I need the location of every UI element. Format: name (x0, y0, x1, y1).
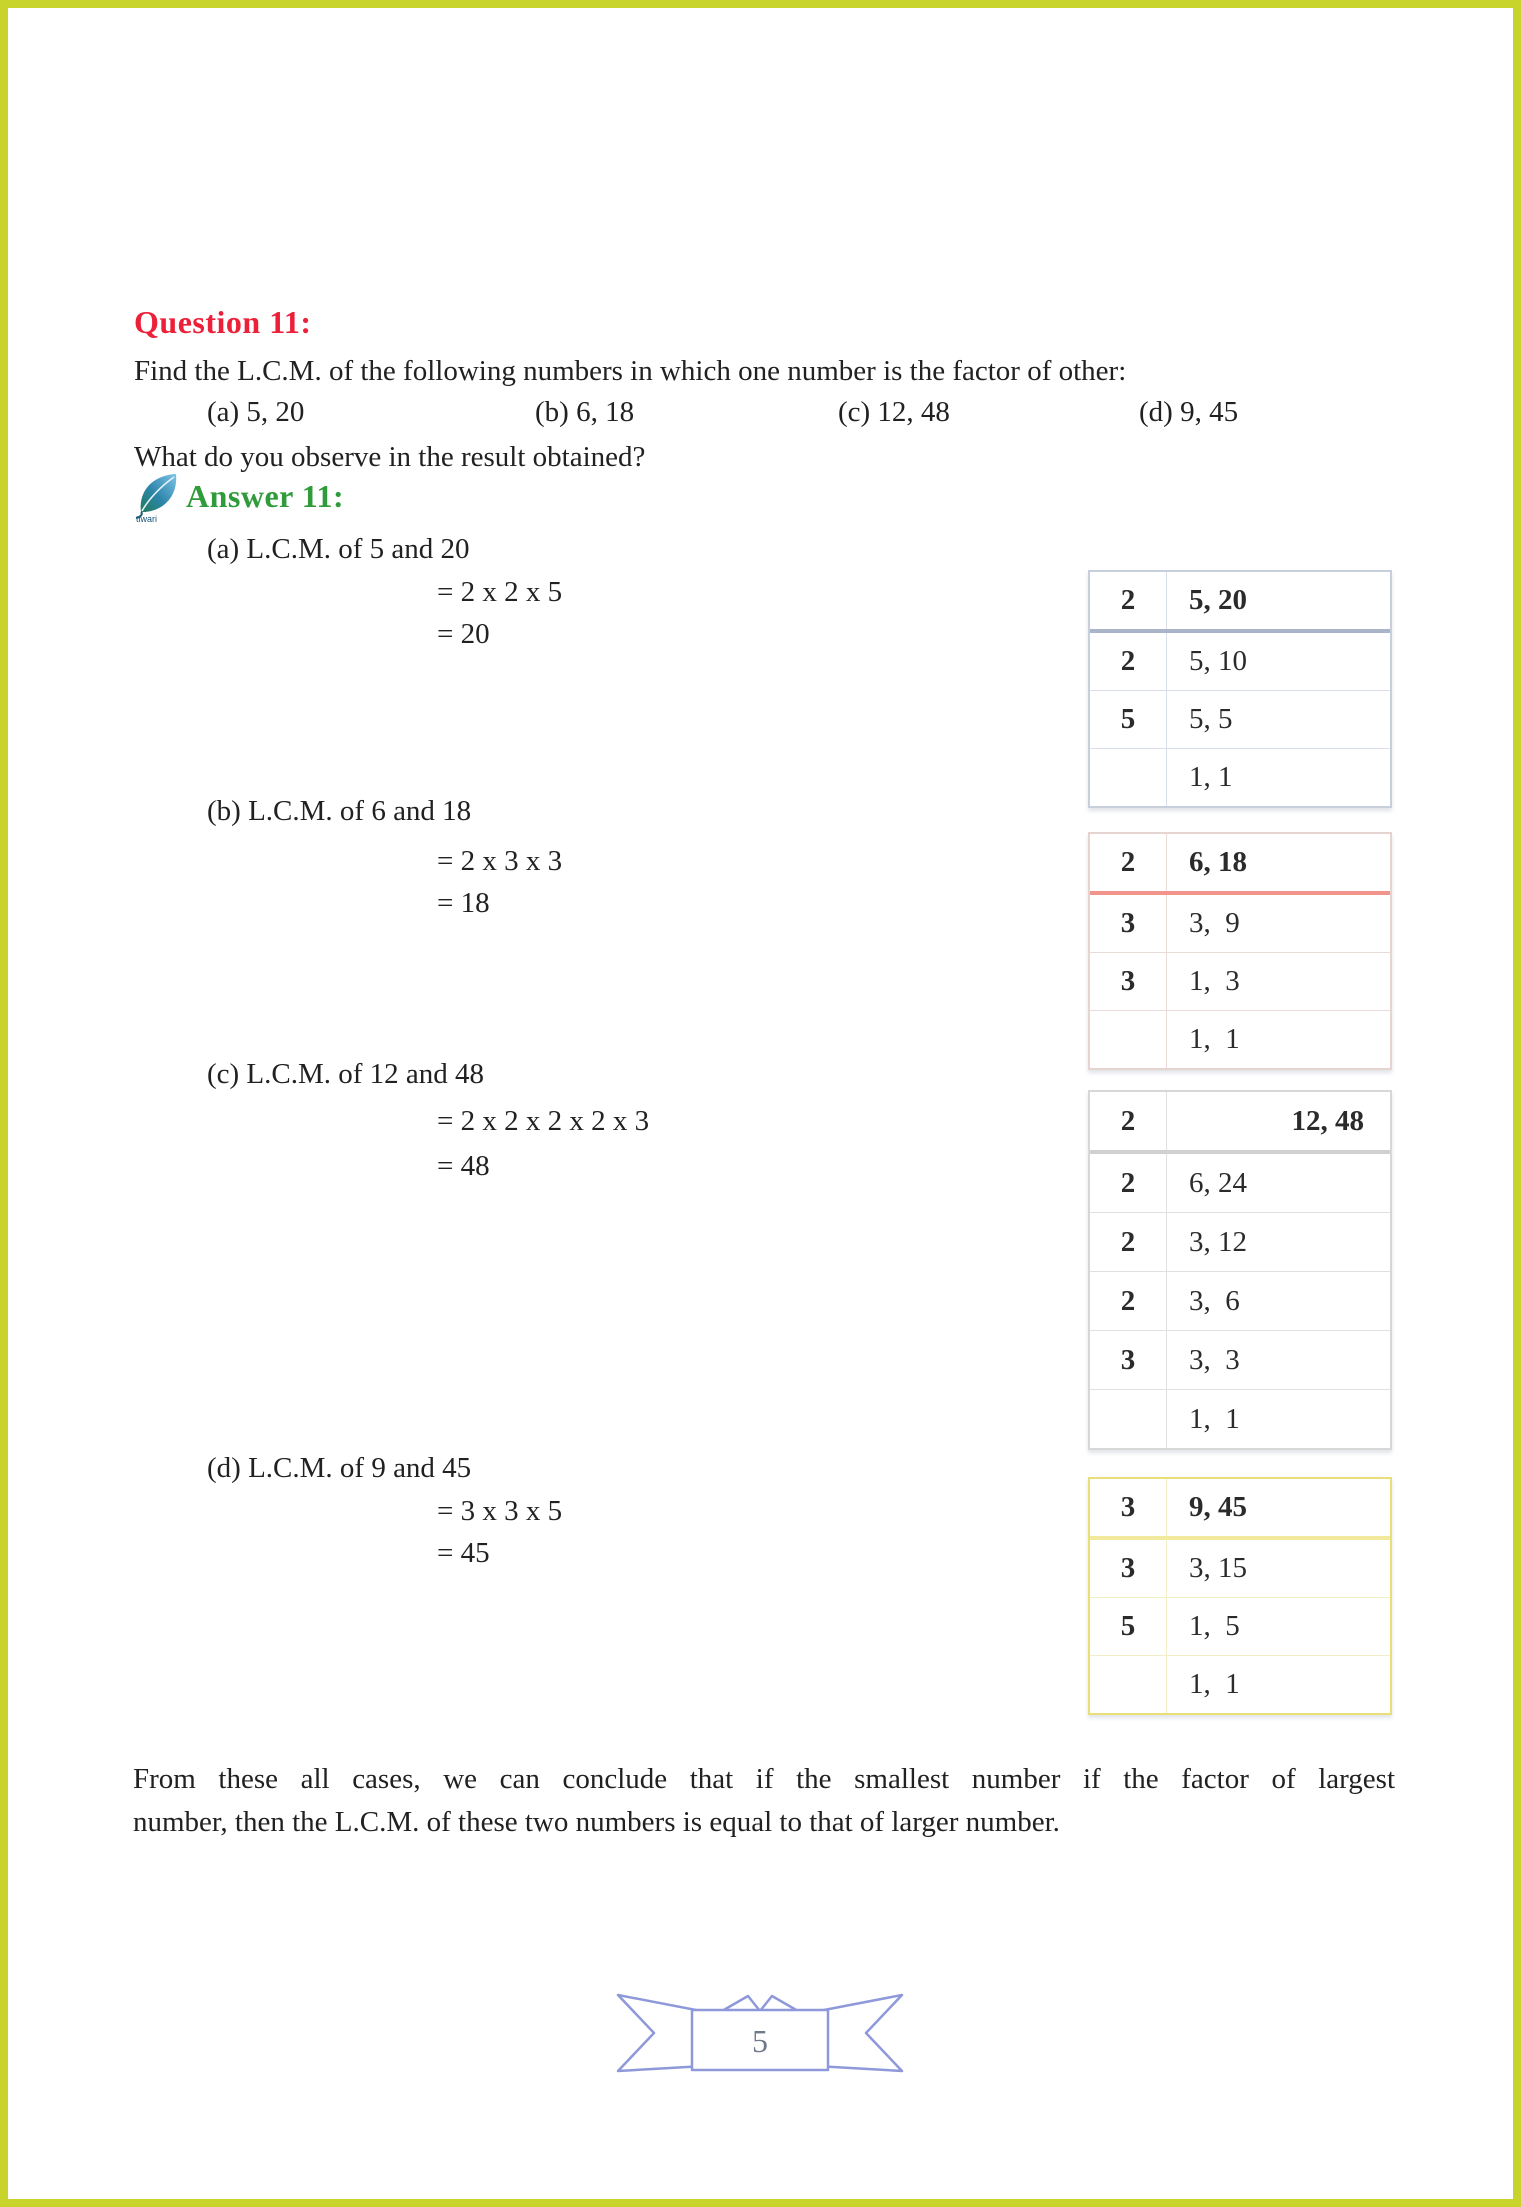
svg-text:tiwari: tiwari (136, 514, 158, 524)
table-row (1090, 1390, 1390, 1448)
table-cell-divisor: 2 (1090, 572, 1167, 629)
answer-heading (132, 470, 344, 524)
part-c-step-2: = 48 (437, 1150, 490, 1182)
table-cell-numbers: 5, 10 (1189, 645, 1247, 677)
question-option-d: (d) 9, 45 (1139, 396, 1239, 428)
table-row (1090, 1331, 1390, 1390)
part-d-step-2: = 45 (437, 1537, 490, 1569)
table-cell-numbers: 3, 6 (1189, 1284, 1240, 1317)
table-cell-numbers: 1, 1 (1189, 761, 1233, 793)
page-number-ribbon (610, 1985, 910, 2100)
table-cell-divisor: 3 (1090, 1540, 1167, 1597)
question-option-a: (a) 5, 20 (207, 396, 305, 428)
part-a-label: (a) L.C.M. of 5 and 20 (207, 533, 470, 565)
part-d-step-1: = 3 x 3 x 5 (437, 1495, 563, 1527)
table-cell-numbers: 9, 45 (1189, 1491, 1247, 1523)
table-cell-divisor: 2 (1090, 1213, 1167, 1271)
table-row (1090, 1213, 1390, 1272)
part-a-step-2: = 20 (437, 618, 490, 650)
part-c-step-1: = 2 x 2 x 2 x 2 x 3 (437, 1105, 650, 1137)
table-cell-divisor (1090, 1011, 1167, 1068)
question-title: Question 11: (134, 304, 312, 340)
table-row (1090, 749, 1390, 806)
table-cell-numbers: 1, 1 (1189, 1668, 1240, 1700)
table-row (1090, 953, 1390, 1011)
table-row (1090, 1154, 1390, 1213)
part-b-step-1: = 2 x 3 x 3 (437, 845, 563, 877)
part-b-label: (b) L.C.M. of 6 and 18 (207, 795, 472, 827)
table-row (1090, 1598, 1390, 1656)
conclusion-line: number, then the L.C.M. of these two numbers is equal to that of larger number. (133, 1806, 1060, 1838)
table-cell-divisor: 3 (1090, 1331, 1167, 1389)
table-cell-divisor: 5 (1090, 691, 1167, 748)
question-prompt: Find the L.C.M. of the following numbers in which one number is the factor of other: (134, 355, 1127, 387)
table-cell-divisor: 2 (1090, 1154, 1167, 1212)
table-row (1090, 1479, 1390, 1540)
table-cell-numbers: 12, 48 (1291, 1104, 1364, 1137)
table-cell-numbers: 1, 1 (1189, 1023, 1240, 1055)
table-cell-divisor: 3 (1090, 953, 1167, 1010)
conclusion-paragraph (133, 1758, 1395, 1844)
table-cell-divisor: 3 (1090, 895, 1167, 952)
conclusion-line: From these all cases, we can conclude that if the smallest number if the factor of largest (133, 1763, 1395, 1795)
part-a-step-1: = 2 x 2 x 5 (437, 576, 563, 608)
table-row (1090, 1656, 1390, 1713)
part-d-label: (d) L.C.M. of 9 and 45 (207, 1452, 472, 1484)
table-row (1090, 1092, 1390, 1154)
part-b-step-2: = 18 (437, 887, 490, 919)
table-cell-numbers: 5, 5 (1189, 703, 1233, 735)
table-row (1090, 633, 1390, 691)
table-cell-numbers: 3, 3 (1189, 1343, 1240, 1376)
table-row (1090, 1272, 1390, 1331)
lcm-table-a (1088, 570, 1392, 808)
table-cell-divisor: 2 (1090, 834, 1167, 891)
table-cell-divisor (1090, 1390, 1167, 1448)
table-row (1090, 1011, 1390, 1068)
table-cell-numbers: 5, 20 (1189, 584, 1247, 616)
part-c-label: (c) L.C.M. of 12 and 48 (207, 1058, 485, 1090)
answer-title: Answer 11: (186, 478, 345, 514)
table-cell-numbers: 1, 1 (1189, 1402, 1240, 1435)
table-row (1090, 1540, 1390, 1598)
table-cell-divisor: 2 (1090, 1092, 1167, 1150)
question-followup: What do you observe in the result obtained? (134, 441, 646, 473)
table-row (1090, 834, 1390, 895)
table-cell-numbers: 3, 9 (1189, 907, 1240, 939)
table-cell-numbers: 6, 24 (1189, 1166, 1247, 1199)
table-row (1090, 572, 1390, 633)
question-option-b: (b) 6, 18 (535, 396, 635, 428)
lcm-table-b (1088, 832, 1392, 1070)
table-cell-divisor: 2 (1090, 633, 1167, 690)
table-cell-numbers: 3, 15 (1189, 1552, 1247, 1584)
table-cell-divisor: 5 (1090, 1598, 1167, 1655)
table-cell-numbers: 6, 18 (1189, 846, 1247, 878)
table-cell-divisor (1090, 1656, 1167, 1713)
table-row (1090, 691, 1390, 749)
lcm-table-d (1088, 1477, 1392, 1715)
table-cell-divisor (1090, 749, 1167, 806)
table-cell-divisor: 2 (1090, 1272, 1167, 1330)
table-cell-numbers: 1, 5 (1189, 1610, 1240, 1642)
tiwari-leaf-icon (132, 470, 180, 524)
table-cell-numbers: 3, 12 (1189, 1225, 1247, 1258)
question-option-c: (c) 12, 48 (838, 396, 950, 428)
table-row (1090, 895, 1390, 953)
page-number: 5 (752, 2023, 768, 2059)
lcm-table-c (1088, 1090, 1392, 1450)
table-cell-numbers: 1, 3 (1189, 965, 1240, 997)
table-cell-divisor: 3 (1090, 1479, 1167, 1536)
